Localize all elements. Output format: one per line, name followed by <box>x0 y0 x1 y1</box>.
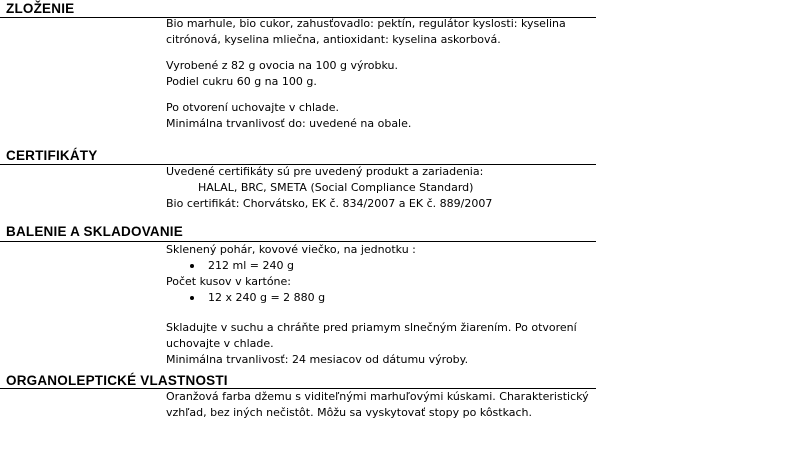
text-line: Oranžová farba džemu s viditeľnými marhuľovými kúskami. Charakteristický <box>166 390 589 403</box>
section-heading: CERTIFIKÁTY <box>6 148 98 163</box>
text-line: citrónová, kyselina mliečna, antioxidant: kyselina askorbová. <box>166 33 501 46</box>
text-line: Sklenený pohár, kovové viečko, na jednotku : <box>166 243 416 256</box>
text-line: Skladujte v suchu a chráňte pred priamym slnečným žiarením. Po otvorení <box>166 321 577 334</box>
text-line: Po otvorení uchovajte v chlade. <box>166 101 339 114</box>
section-body <box>166 16 586 132</box>
text-line: Minimálna trvanlivosť do: uvedené na obale. <box>166 117 412 130</box>
text-line: HALAL, BRC, SMETA (Social Compliance Standard) <box>198 181 474 194</box>
bullet-list <box>166 258 586 274</box>
section-body <box>166 389 589 421</box>
text-line: Minimálna trvanlivosť: 24 mesiacov od dátumu výroby. <box>166 353 469 366</box>
text-line: Vyrobené z 82 g ovocia na 100 g výrobku. <box>166 59 398 72</box>
section-body <box>166 164 586 212</box>
list-item: 212 ml = 240 g <box>166 258 586 274</box>
text-line: vzhľad, bez iných nečistôt. Môžu sa vyskytovať stopy po kôstkach. <box>166 406 533 419</box>
text-line: Podiel cukru 60 g na 100 g. <box>166 75 317 88</box>
text-line: Bio certifikát: Chorvátsko, EK č. 834/2007 a EK č. 889/2007 <box>166 197 493 210</box>
text-line: uchovajte v chlade. <box>166 337 274 350</box>
section-body <box>166 242 586 368</box>
section-heading: BALENIE A SKLADOVANIE <box>6 224 183 239</box>
section-heading: ORGANOLEPTICKÉ VLASTNOSTI <box>6 373 228 388</box>
list-item: 12 x 240 g = 2 880 g <box>166 290 586 306</box>
section-heading: ZLOŽENIE <box>6 1 75 16</box>
text-line: Počet kusov v kartóne: <box>166 275 292 288</box>
bullet-list <box>166 290 586 306</box>
text-line: Uvedené certifikáty sú pre uvedený produkt a zariadenia: <box>166 165 484 178</box>
text-line: Bio marhule, bio cukor, zahusťovadlo: pektín, regulátor kyslosti: kyselina <box>166 17 566 30</box>
